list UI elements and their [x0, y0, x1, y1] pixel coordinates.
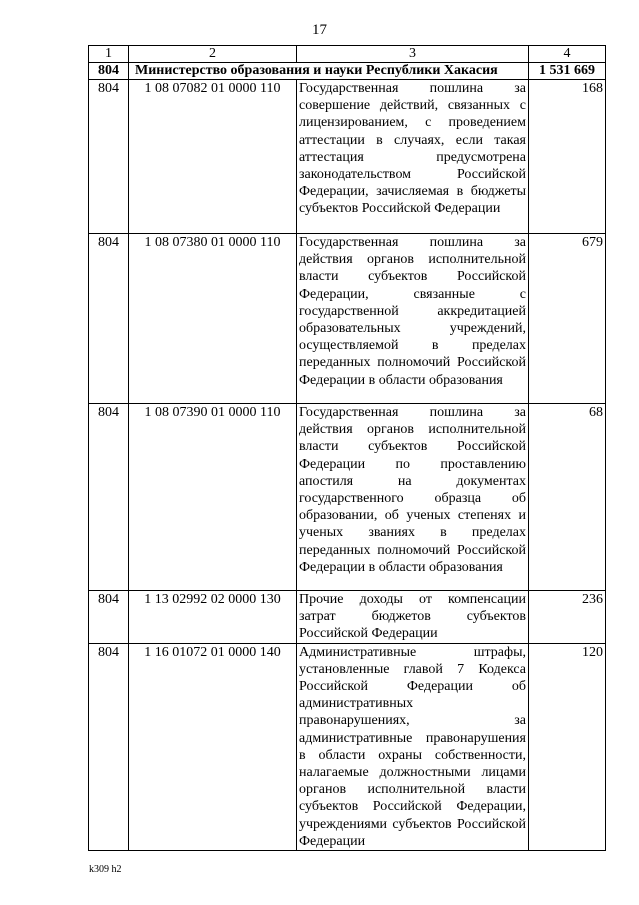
table-row: [89, 643, 606, 850]
admin-code: 804: [89, 234, 129, 404]
revenue-amount: 679: [529, 234, 606, 404]
table-row: [89, 404, 606, 591]
revenue-description: Административные штрафы, установленные главой 7 Кодекса Российской Федерации об административных правонарушениях, за административные правонарушения в области охраны собственности, налагаемые должностными лицами органов исполнительной власти субъектов Российской Федерации, учреждениями субъектов Российской Федерации: [297, 643, 529, 850]
column-header: 3: [297, 46, 529, 63]
ministry-row: [89, 63, 606, 80]
kbk-code: 1 08 07380 01 0000 110: [129, 234, 297, 404]
revenue-description: Государственная пошлина за действия органов исполнительной власти субъектов Российской Федерации, связанные с государственной аккредитацией образовательных учреждений, осуществляемой в пределах переданных полномочий Российской Федерации в области образования: [297, 234, 529, 404]
table-header-row: [89, 46, 606, 63]
admin-code: 804: [89, 404, 129, 591]
revenue-table: [88, 45, 606, 851]
column-header: 4: [529, 46, 606, 63]
revenue-amount: 236: [529, 591, 606, 644]
ministry-code: 804: [89, 63, 129, 80]
revenue-description: Государственная пошлина за действия органов исполнительной власти субъектов Российской Федерации по проставлению апостиля на документах государственного образца об образовании, об ученых степенях и ученых званиях в пределах переданных полномочий Российской Федерации в области образования: [297, 404, 529, 591]
column-header: 2: [129, 46, 297, 63]
table-row: [89, 591, 606, 644]
kbk-code: 1 16 01072 01 0000 140: [129, 643, 297, 850]
revenue-description: Государственная пошлина за совершение действий, связанных с лицензированием, с проведением аттестации в случаях, если такая аттестация предусмотрена законодательством Российской Федерации, зачисляемая в бюджеты субъектов Российской Федерации: [297, 80, 529, 234]
admin-code: 804: [89, 80, 129, 234]
table-row: [89, 234, 606, 404]
ministry-name: Министерство образования и науки Республики Хакасия: [129, 63, 529, 80]
kbk-code: 1 08 07390 01 0000 110: [129, 404, 297, 591]
revenue-amount: 168: [529, 80, 606, 234]
ministry-amount: 1 531 669: [529, 63, 606, 80]
revenue-amount: 120: [529, 643, 606, 850]
table-row: [89, 80, 606, 234]
document-code: k309 h2: [89, 864, 122, 875]
admin-code: 804: [89, 591, 129, 644]
revenue-amount: 68: [529, 404, 606, 591]
admin-code: 804: [89, 643, 129, 850]
kbk-code: 1 13 02992 02 0000 130: [129, 591, 297, 644]
page-number: 17: [312, 22, 327, 38]
column-header: 1: [89, 46, 129, 63]
kbk-code: 1 08 07082 01 0000 110: [129, 80, 297, 234]
revenue-description: Прочие доходы от компенсации затрат бюджетов субъектов Российской Федерации: [297, 591, 529, 644]
